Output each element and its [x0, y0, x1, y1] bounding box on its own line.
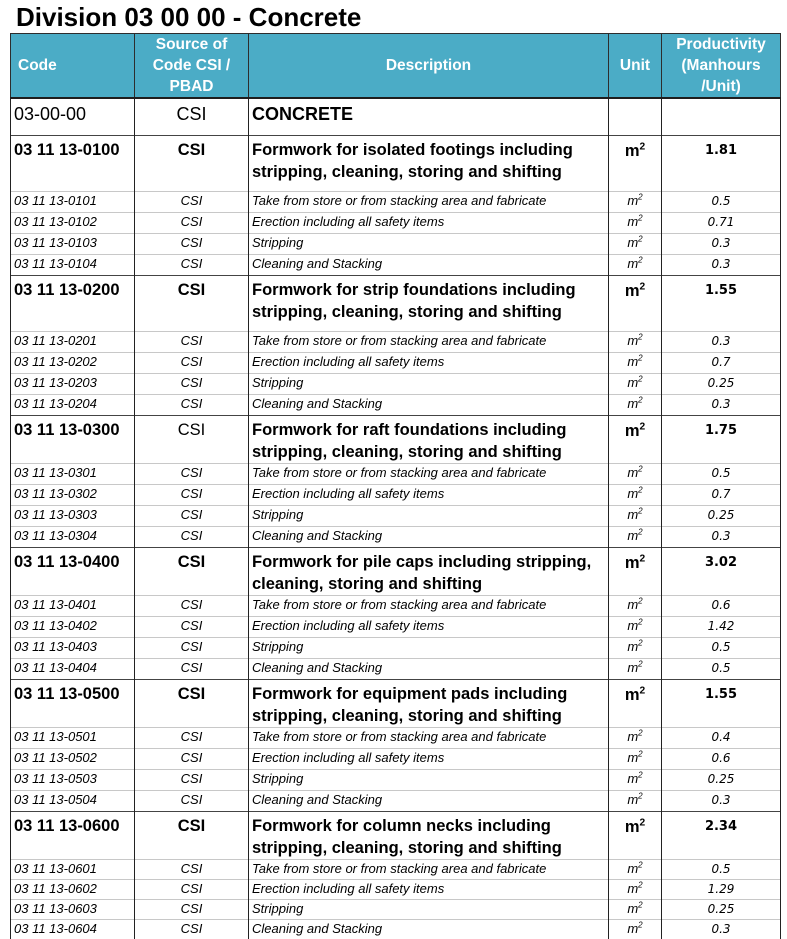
- item-group-row: [11, 548, 781, 596]
- unit-base: m: [627, 639, 638, 654]
- group-source: CSI: [135, 416, 249, 464]
- item-source: CSI: [135, 728, 249, 749]
- unit-cell: [609, 506, 662, 527]
- item-description: Stripping: [249, 900, 609, 920]
- item-productivity: 0.4: [662, 728, 781, 749]
- unit-cell: [609, 770, 662, 791]
- item-description: Cleaning and Stacking: [249, 255, 609, 276]
- item-source: CSI: [135, 617, 249, 638]
- unit-base: m: [627, 375, 638, 390]
- header-unit: Unit: [609, 34, 662, 99]
- unit-base: m: [627, 901, 638, 916]
- group-source: CSI: [135, 276, 249, 332]
- unit-exponent: 2: [638, 354, 642, 363]
- unit-exponent: 2: [638, 507, 642, 516]
- unit-base: m: [625, 282, 640, 300]
- unit-exponent: 2: [638, 639, 642, 648]
- unit-cell: [609, 900, 662, 920]
- item-description: Stripping: [249, 506, 609, 527]
- item-code: 03 11 13-0104: [11, 255, 135, 276]
- productivity-table: [10, 33, 781, 939]
- item-source: CSI: [135, 506, 249, 527]
- unit-base: m: [627, 750, 638, 765]
- group-source: CSI: [135, 136, 249, 192]
- page-title: Division 03 00 00 - Concrete: [16, 2, 361, 33]
- item-description: Erection including all safety items: [249, 485, 609, 506]
- unit-cell: [609, 920, 662, 939]
- item-code: 03 11 13-0202: [11, 353, 135, 374]
- unit-base: m: [627, 528, 638, 543]
- item-source: CSI: [135, 192, 249, 213]
- table-row: [11, 728, 781, 749]
- group-code: 03 11 13-0500: [11, 680, 135, 728]
- unit-cell: [609, 638, 662, 659]
- item-code: 03 11 13-0604: [11, 920, 135, 939]
- item-code: 03 11 13-0603: [11, 900, 135, 920]
- unit-exponent: 2: [638, 465, 642, 474]
- table-row: [11, 464, 781, 485]
- group-description: Formwork for strip foundations including stripping, cleaning, storing and shifting: [249, 276, 609, 332]
- item-source: CSI: [135, 900, 249, 920]
- item-description: Erection including all safety items: [249, 617, 609, 638]
- item-code: 03 11 13-0502: [11, 749, 135, 770]
- unit-exponent: 2: [638, 792, 642, 801]
- unit-base: m: [627, 597, 638, 612]
- item-source: CSI: [135, 659, 249, 680]
- table-row: [11, 374, 781, 395]
- item-source: CSI: [135, 485, 249, 506]
- item-productivity: 0.3: [662, 527, 781, 548]
- group-source: CSI: [135, 812, 249, 860]
- unit-base: m: [627, 486, 638, 501]
- unit-base: m: [627, 618, 638, 633]
- item-productivity: 0.3: [662, 920, 781, 939]
- item-description: Take from store or from stacking area and fabricate: [249, 332, 609, 353]
- unit-cell: [609, 136, 662, 192]
- unit-cell: [609, 276, 662, 332]
- table-row: [11, 920, 781, 939]
- item-productivity: 0.3: [662, 395, 781, 416]
- item-source: CSI: [135, 860, 249, 880]
- item-description: Erection including all safety items: [249, 749, 609, 770]
- unit-cell: [609, 617, 662, 638]
- item-code: 03 11 13-0304: [11, 527, 135, 548]
- division-description: CONCRETE: [249, 98, 609, 136]
- group-productivity: 1.55: [662, 276, 781, 332]
- unit-cell: [609, 192, 662, 213]
- item-productivity: 0.25: [662, 900, 781, 920]
- division-productivity: [662, 98, 781, 136]
- item-source: CSI: [135, 234, 249, 255]
- item-productivity: 0.6: [662, 749, 781, 770]
- unit-cell: [609, 527, 662, 548]
- item-productivity: 1.29: [662, 880, 781, 900]
- unit-base: m: [627, 792, 638, 807]
- item-description: Cleaning and Stacking: [249, 527, 609, 548]
- item-source: CSI: [135, 638, 249, 659]
- table-body: [11, 98, 781, 939]
- unit-exponent: 2: [638, 486, 642, 495]
- unit-base: m: [627, 465, 638, 480]
- unit-cell: [609, 234, 662, 255]
- item-description: Stripping: [249, 770, 609, 791]
- group-description: Formwork for pile caps including stripping, cleaning, storing and shifting: [249, 548, 609, 596]
- unit-exponent: 2: [639, 142, 645, 153]
- header-description: Description: [249, 34, 609, 99]
- item-description: Take from store or from stacking area and fabricate: [249, 464, 609, 485]
- item-source: CSI: [135, 920, 249, 939]
- item-code: 03 11 13-0404: [11, 659, 135, 680]
- unit-cell: [609, 860, 662, 880]
- item-source: CSI: [135, 770, 249, 791]
- item-description: Erection including all safety items: [249, 880, 609, 900]
- unit-base: m: [627, 729, 638, 744]
- table-row: [11, 638, 781, 659]
- unit-exponent: 2: [638, 333, 642, 342]
- header-productivity: Productivity (Manhours /Unit): [662, 34, 781, 99]
- table-row: [11, 860, 781, 880]
- item-code: 03 11 13-0203: [11, 374, 135, 395]
- unit-exponent: 2: [638, 660, 642, 669]
- unit-cell: [609, 791, 662, 812]
- group-description: Formwork for column necks including stripping, cleaning, storing and shifting: [249, 812, 609, 860]
- unit-cell: [609, 332, 662, 353]
- unit-base: m: [627, 354, 638, 369]
- item-source: CSI: [135, 749, 249, 770]
- unit-exponent: 2: [638, 597, 642, 606]
- unit-exponent: 2: [639, 686, 645, 697]
- unit-base: m: [627, 921, 638, 936]
- item-source: CSI: [135, 255, 249, 276]
- item-description: Cleaning and Stacking: [249, 920, 609, 939]
- unit-base: m: [625, 686, 640, 704]
- item-source: CSI: [135, 374, 249, 395]
- item-source: CSI: [135, 332, 249, 353]
- unit-base: m: [627, 235, 638, 250]
- group-source: CSI: [135, 548, 249, 596]
- table-row: [11, 506, 781, 527]
- unit-exponent: 2: [638, 729, 642, 738]
- item-description: Take from store or from stacking area and fabricate: [249, 596, 609, 617]
- unit-exponent: 2: [638, 528, 642, 537]
- item-productivity: 0.5: [662, 860, 781, 880]
- unit-base: m: [625, 142, 640, 160]
- table-header-row: [11, 34, 781, 99]
- unit-cell: [609, 213, 662, 234]
- item-productivity: 1.42: [662, 617, 781, 638]
- unit-cell: [609, 728, 662, 749]
- item-code: 03 11 13-0403: [11, 638, 135, 659]
- item-code: 03 11 13-0201: [11, 332, 135, 353]
- item-productivity: 0.3: [662, 332, 781, 353]
- unit-base: m: [627, 396, 638, 411]
- item-productivity: 0.25: [662, 770, 781, 791]
- item-productivity: 0.71: [662, 213, 781, 234]
- unit-cell: [609, 749, 662, 770]
- item-code: 03 11 13-0602: [11, 880, 135, 900]
- item-code: 03 11 13-0501: [11, 728, 135, 749]
- item-code: 03 11 13-0103: [11, 234, 135, 255]
- table-row: [11, 596, 781, 617]
- group-productivity: 3.02: [662, 548, 781, 596]
- group-code: 03 11 13-0200: [11, 276, 135, 332]
- unit-exponent: 2: [638, 214, 642, 223]
- item-description: Take from store or from stacking area and fabricate: [249, 728, 609, 749]
- item-productivity: 0.5: [662, 638, 781, 659]
- table-row: [11, 485, 781, 506]
- table-row: [11, 617, 781, 638]
- item-source: CSI: [135, 353, 249, 374]
- item-code: 03 11 13-0102: [11, 213, 135, 234]
- unit-exponent: 2: [638, 193, 642, 202]
- table-row: [11, 353, 781, 374]
- item-productivity: 0.5: [662, 192, 781, 213]
- item-source: CSI: [135, 464, 249, 485]
- item-code: 03 11 13-0101: [11, 192, 135, 213]
- unit-exponent: 2: [638, 618, 642, 627]
- unit-cell: [609, 596, 662, 617]
- group-description: Formwork for isolated footings including stripping, cleaning, storing and shifting: [249, 136, 609, 192]
- item-group-row: [11, 276, 781, 332]
- item-code: 03 11 13-0302: [11, 485, 135, 506]
- group-productivity: 1.81: [662, 136, 781, 192]
- item-description: Cleaning and Stacking: [249, 791, 609, 812]
- unit-exponent: 2: [638, 881, 642, 890]
- table-row: [11, 332, 781, 353]
- unit-base: m: [627, 861, 638, 876]
- unit-exponent: 2: [638, 861, 642, 870]
- unit-cell: [609, 485, 662, 506]
- table-row: [11, 255, 781, 276]
- item-productivity: 0.7: [662, 353, 781, 374]
- item-source: CSI: [135, 880, 249, 900]
- unit-base: m: [625, 422, 640, 440]
- item-productivity: 0.5: [662, 464, 781, 485]
- unit-exponent: 2: [638, 396, 642, 405]
- division-unit: [609, 98, 662, 136]
- item-code: 03 11 13-0503: [11, 770, 135, 791]
- item-description: Stripping: [249, 234, 609, 255]
- item-productivity: 0.6: [662, 596, 781, 617]
- unit-exponent: 2: [639, 554, 645, 565]
- item-source: CSI: [135, 527, 249, 548]
- table-row: [11, 659, 781, 680]
- division-source: CSI: [135, 98, 249, 136]
- table-row: [11, 213, 781, 234]
- unit-exponent: 2: [638, 750, 642, 759]
- item-code: 03 11 13-0601: [11, 860, 135, 880]
- item-source: CSI: [135, 596, 249, 617]
- item-productivity: 0.3: [662, 255, 781, 276]
- unit-exponent: 2: [638, 771, 642, 780]
- item-productivity: 0.25: [662, 506, 781, 527]
- unit-base: m: [627, 256, 638, 271]
- item-description: Cleaning and Stacking: [249, 395, 609, 416]
- group-description: Formwork for equipment pads including stripping, cleaning, storing and shifting: [249, 680, 609, 728]
- unit-cell: [609, 255, 662, 276]
- table-row: [11, 770, 781, 791]
- item-productivity: 0.3: [662, 791, 781, 812]
- unit-cell: [609, 395, 662, 416]
- item-group-row: [11, 812, 781, 860]
- unit-cell: [609, 812, 662, 860]
- group-productivity: 1.75: [662, 416, 781, 464]
- unit-base: m: [627, 660, 638, 675]
- unit-cell: [609, 659, 662, 680]
- header-source: Source of Code CSI / PBAD: [135, 34, 249, 99]
- group-code: 03 11 13-0100: [11, 136, 135, 192]
- item-code: 03 11 13-0402: [11, 617, 135, 638]
- group-code: 03 11 13-0400: [11, 548, 135, 596]
- table-row: [11, 900, 781, 920]
- item-productivity: 0.25: [662, 374, 781, 395]
- item-description: Stripping: [249, 374, 609, 395]
- group-productivity: 1.55: [662, 680, 781, 728]
- division-code: 03-00-00: [11, 98, 135, 136]
- item-description: Take from store or from stacking area and fabricate: [249, 860, 609, 880]
- unit-base: m: [627, 193, 638, 208]
- table-row: [11, 192, 781, 213]
- unit-exponent: 2: [638, 901, 642, 910]
- item-description: Erection including all safety items: [249, 213, 609, 234]
- unit-base: m: [627, 333, 638, 348]
- item-group-row: [11, 680, 781, 728]
- table-row: [11, 880, 781, 900]
- item-productivity: 0.5: [662, 659, 781, 680]
- item-code: 03 11 13-0401: [11, 596, 135, 617]
- unit-exponent: 2: [638, 921, 642, 930]
- item-code: 03 11 13-0504: [11, 791, 135, 812]
- table-row: [11, 395, 781, 416]
- group-productivity: 2.34: [662, 812, 781, 860]
- unit-cell: [609, 680, 662, 728]
- item-description: Stripping: [249, 638, 609, 659]
- item-description: Erection including all safety items: [249, 353, 609, 374]
- unit-exponent: 2: [638, 375, 642, 384]
- unit-base: m: [627, 771, 638, 786]
- group-code: 03 11 13-0300: [11, 416, 135, 464]
- unit-cell: [609, 374, 662, 395]
- item-source: CSI: [135, 791, 249, 812]
- unit-exponent: 2: [638, 235, 642, 244]
- unit-cell: [609, 548, 662, 596]
- unit-cell: [609, 416, 662, 464]
- unit-cell: [609, 353, 662, 374]
- unit-exponent: 2: [639, 282, 645, 293]
- unit-base: m: [627, 507, 638, 522]
- unit-exponent: 2: [639, 818, 645, 829]
- item-description: Cleaning and Stacking: [249, 659, 609, 680]
- unit-cell: [609, 880, 662, 900]
- header-code: Code: [11, 34, 135, 99]
- item-code: 03 11 13-0301: [11, 464, 135, 485]
- group-code: 03 11 13-0600: [11, 812, 135, 860]
- item-source: CSI: [135, 213, 249, 234]
- unit-exponent: 2: [639, 422, 645, 433]
- item-productivity: 0.7: [662, 485, 781, 506]
- unit-exponent: 2: [638, 256, 642, 265]
- item-productivity: 0.3: [662, 234, 781, 255]
- table-row: [11, 234, 781, 255]
- item-code: 03 11 13-0303: [11, 506, 135, 527]
- unit-base: m: [625, 554, 640, 572]
- table-row: [11, 749, 781, 770]
- unit-base: m: [625, 818, 640, 836]
- item-code: 03 11 13-0204: [11, 395, 135, 416]
- group-source: CSI: [135, 680, 249, 728]
- item-group-row: [11, 136, 781, 192]
- unit-base: m: [627, 881, 638, 896]
- unit-cell: [609, 464, 662, 485]
- table-row: [11, 791, 781, 812]
- item-group-row: [11, 416, 781, 464]
- item-source: CSI: [135, 395, 249, 416]
- unit-base: m: [627, 214, 638, 229]
- table-row: [11, 527, 781, 548]
- group-description: Formwork for raft foundations including stripping, cleaning, storing and shifting: [249, 416, 609, 464]
- division-row: [11, 98, 781, 136]
- item-description: Take from store or from stacking area and fabricate: [249, 192, 609, 213]
